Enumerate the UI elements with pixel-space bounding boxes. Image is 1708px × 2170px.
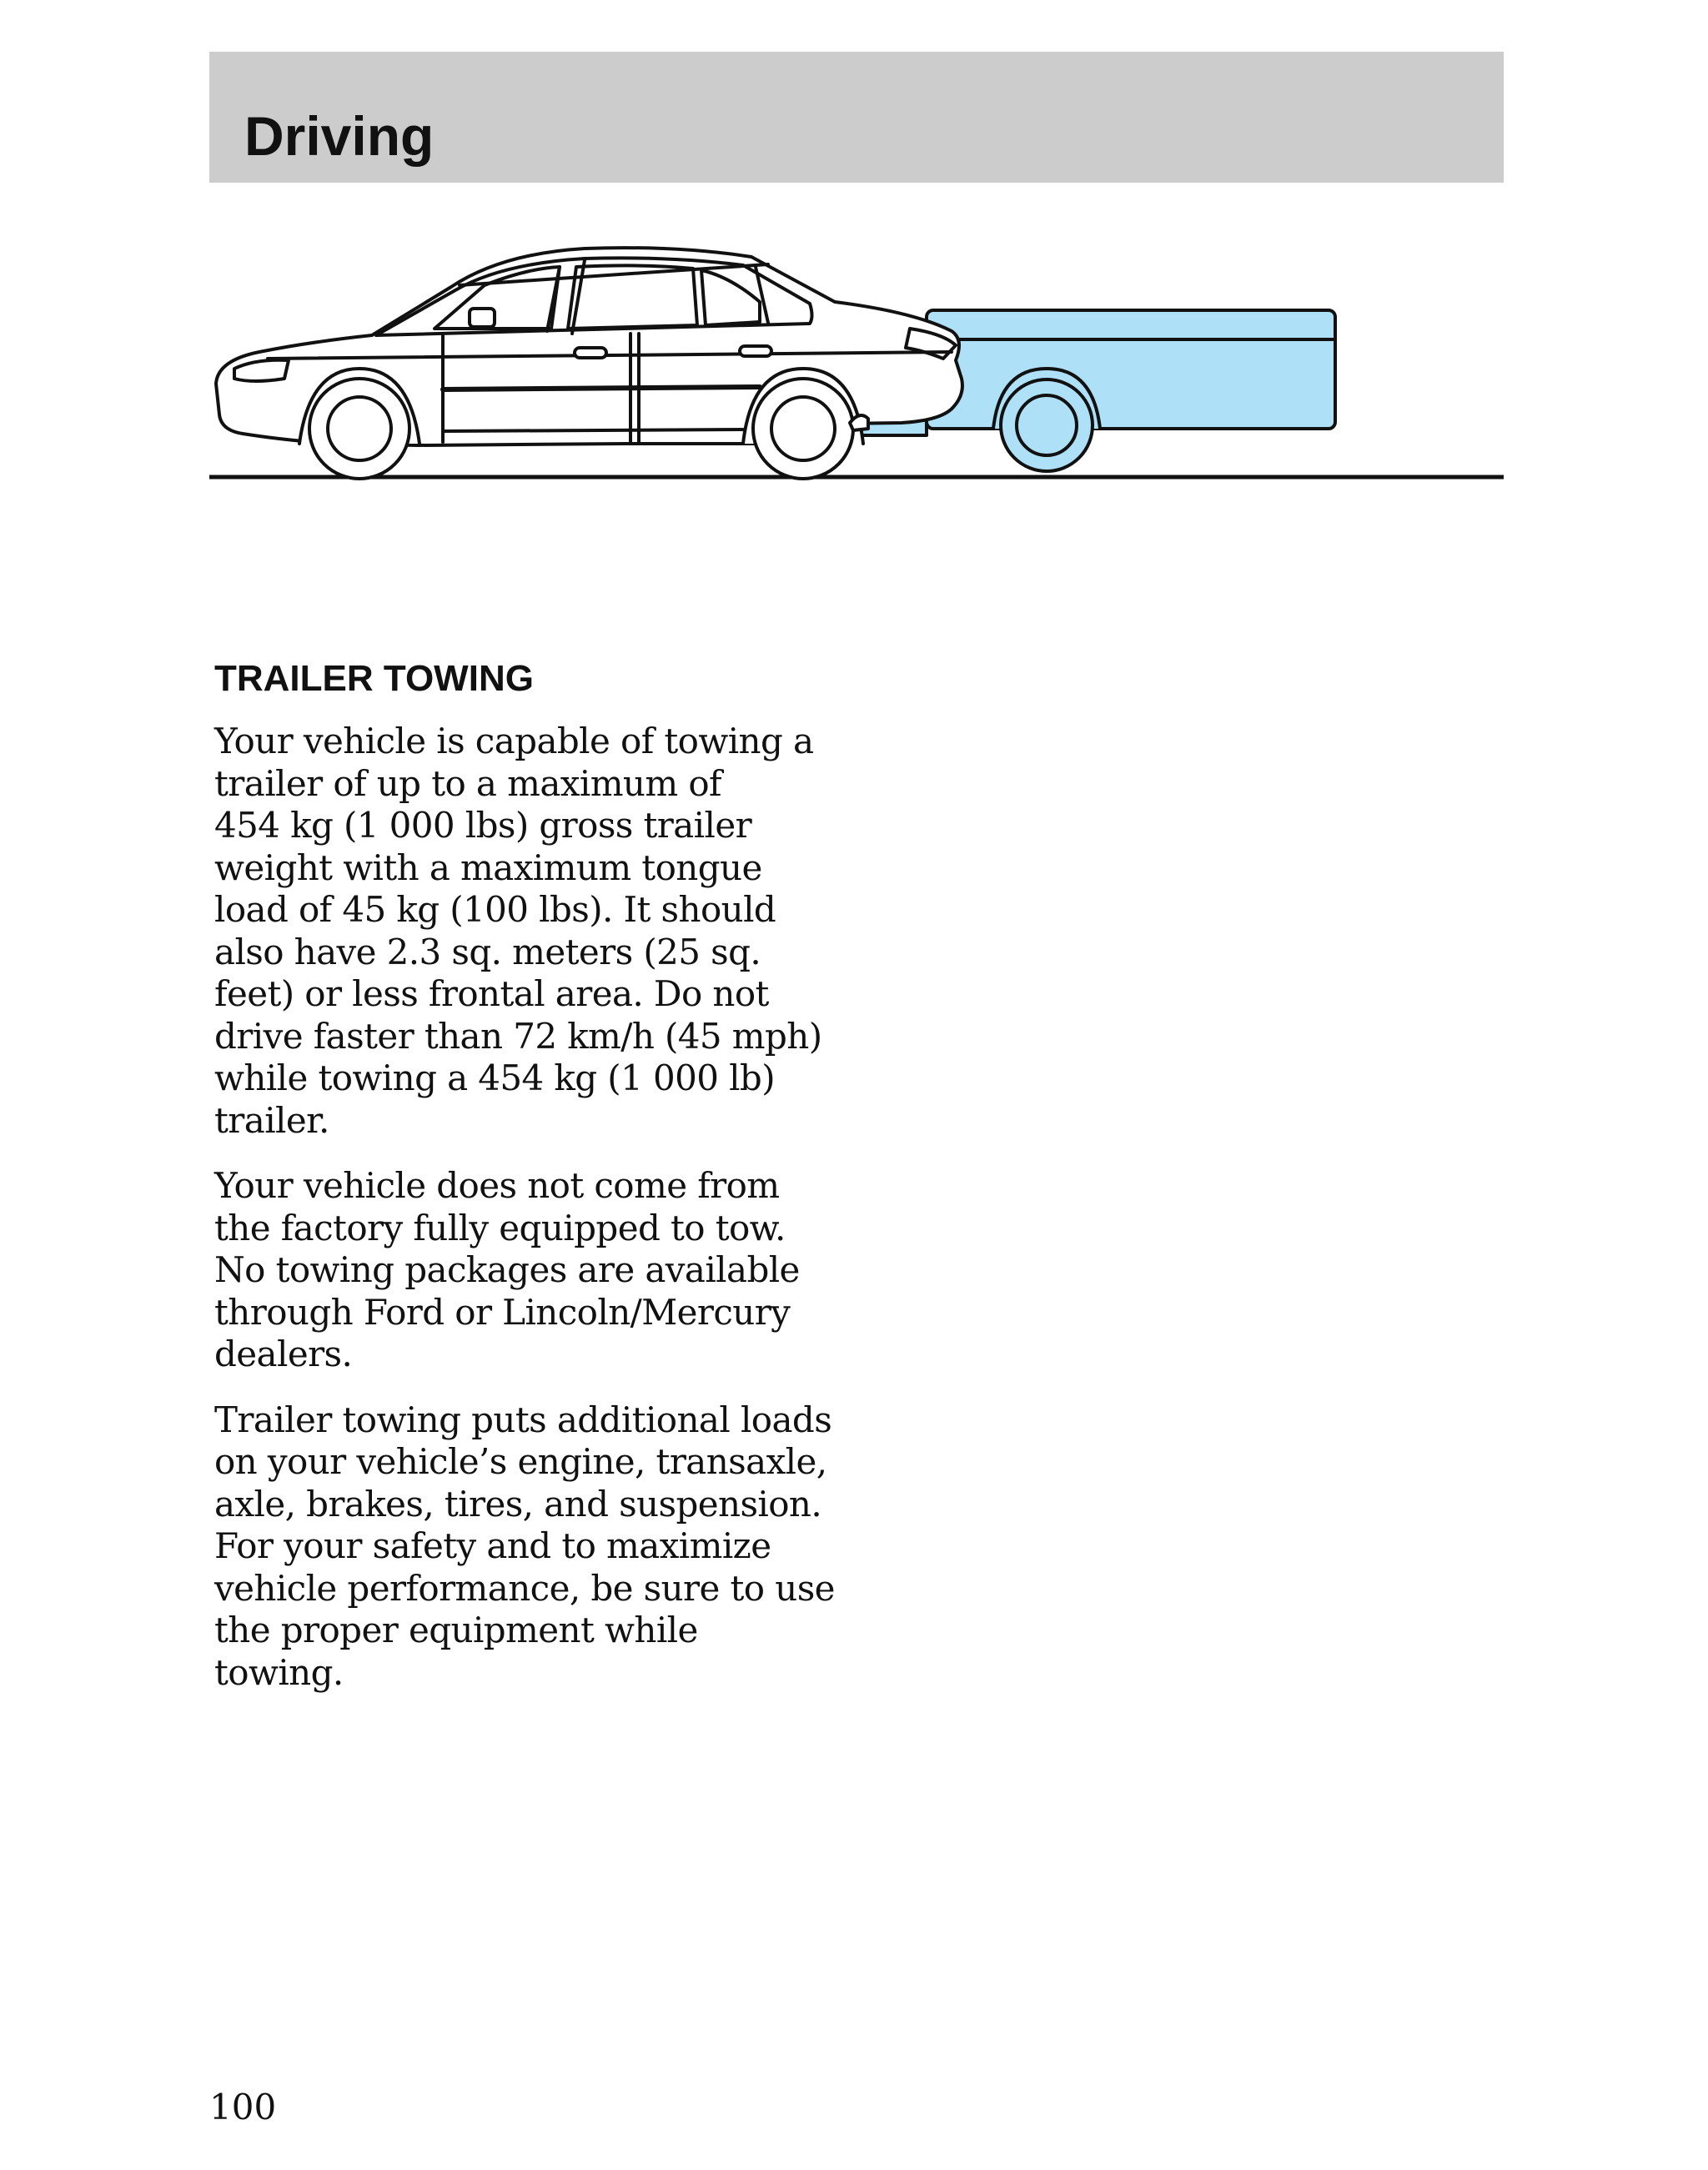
trailer-hub xyxy=(1017,395,1077,455)
car-rear-hub xyxy=(771,397,835,460)
main-content xyxy=(214,656,848,1717)
page-number: 100 xyxy=(209,2087,277,2127)
section-heading: TRAILER TOWING xyxy=(214,658,534,699)
car-front-hub xyxy=(328,397,391,460)
car-towing-trailer-illustration xyxy=(209,235,1504,485)
paragraph-towing-capacity: Your vehicle is capable of towing a trailer of up to a maximum of 454 kg (1 000 lbs) gross trailer weight with a maximum tongue load of 45 kg (100 lbs). It should also have 2.3 sq. meters (25 sq. feet) or less frontal area. Do not drive faster than 72 km/h (45 mph) while towing a 454 kg (1 000 lb) trailer. xyxy=(214,721,822,1141)
car-front-door-handle xyxy=(575,348,606,358)
car-body-side-molding xyxy=(443,387,760,389)
trailer-box xyxy=(927,310,1335,429)
car-rocker-line xyxy=(443,429,751,431)
car-rear-door-handle xyxy=(740,346,771,356)
car xyxy=(216,248,962,479)
paragraph-factory-equipment: Your vehicle does not come from the factory fully equipped to tow. No towing packages are available through Ford or Lincoln/Mercury dealers. xyxy=(214,1165,800,1374)
section-title: Driving xyxy=(244,105,435,167)
paragraph-additional-loads: Trailer towing puts additional loads on your vehicle’s engine, transaxle, axle, brakes, tires, and suspension. For your safety and to maximize vehicle performance, be sure to use the proper equipment while towing. xyxy=(214,1399,835,1693)
section-header-band xyxy=(209,52,1504,183)
car-hitch-ball xyxy=(850,415,868,430)
car-side-mirror xyxy=(470,309,495,327)
